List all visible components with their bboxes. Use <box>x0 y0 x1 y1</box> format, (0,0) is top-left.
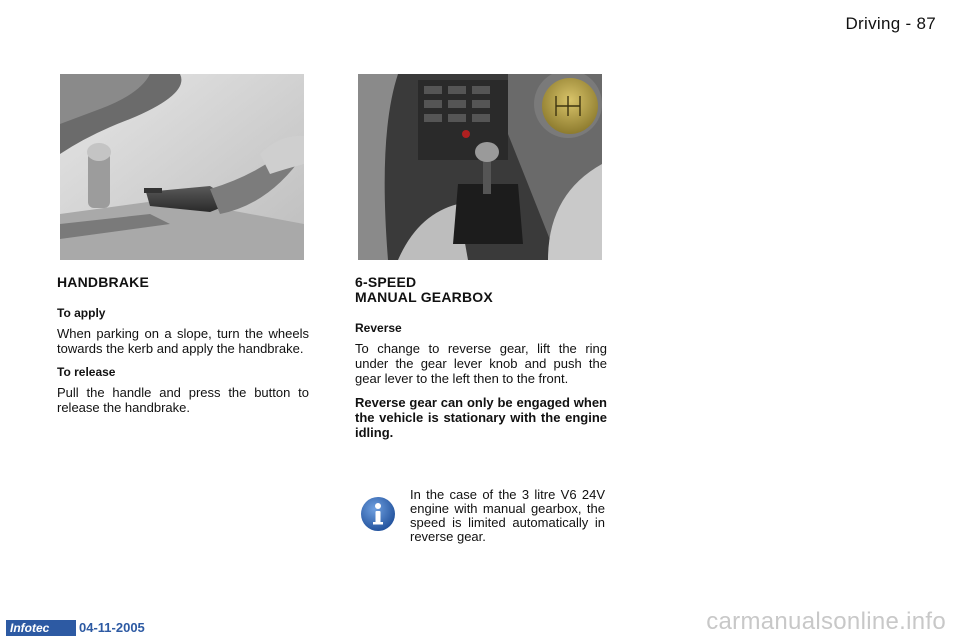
apply-heading: To apply <box>57 306 106 320</box>
footer-date: 04-11-2005 <box>79 620 145 635</box>
release-text: Pull the handle and press the button to release the handbrake. <box>57 385 309 415</box>
gearbox-title-line2: MANUAL GEARBOX <box>355 289 493 305</box>
gearbox-photo <box>358 74 602 260</box>
handbrake-title: HANDBRAKE <box>57 274 150 290</box>
watermark: carmanualsonline.info <box>706 608 946 635</box>
page-header: Driving - 87 <box>845 14 936 33</box>
apply-text: When parking on a slope, turn the wheels towards the kerb and apply the handbrake. <box>57 326 309 356</box>
release-heading: To release <box>57 365 116 379</box>
info-icon <box>360 496 396 532</box>
reverse-heading: Reverse <box>355 321 402 335</box>
handbrake-section <box>57 275 309 424</box>
handbrake-photo <box>60 74 304 260</box>
info-note: In the case of the 3 litre V6 24V engine with manual gearbox, the speed is limited automatically in reverse gear. <box>410 487 605 544</box>
infotec-badge: Infotec <box>6 620 76 636</box>
gearbox-title-line1: 6-SPEED <box>355 274 417 290</box>
gearbox-section <box>355 275 607 440</box>
reverse-text: To change to reverse gear, lift the ring under the gear lever knob and push the gear lever to the left then to the front. <box>355 341 607 386</box>
reverse-warning: Reverse gear can only be engaged when the vehicle is stationary with the engine idling. <box>355 395 607 440</box>
gearbox-title <box>355 275 607 305</box>
